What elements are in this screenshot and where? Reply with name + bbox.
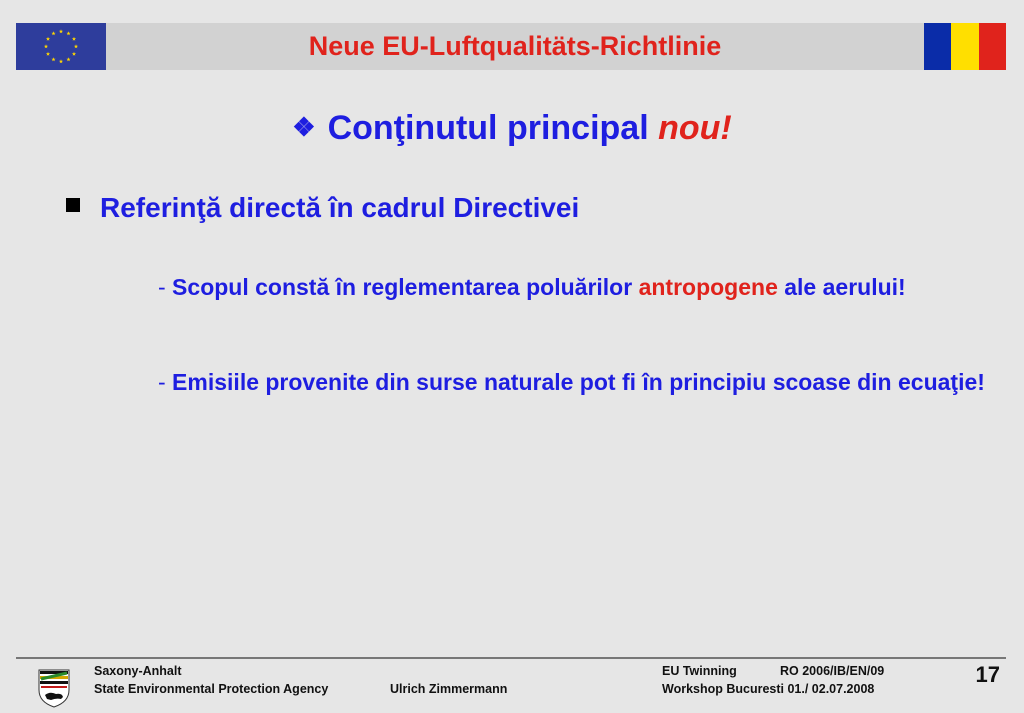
footer-organization: Saxony-Anhalt: [94, 664, 182, 678]
saxony-anhalt-coat-of-arms-icon: [36, 668, 72, 708]
sub-item-dash: -: [158, 274, 166, 300]
sub-item-1: [158, 273, 1008, 302]
sub-item-text: ale aerului!: [777, 274, 906, 300]
eu-star-icon: [59, 29, 63, 33]
sub-item-text: Scopul constă în reglementarea poluărilor: [165, 274, 639, 300]
footer-project-code: RO 2006/IB/EN/09: [780, 664, 885, 678]
ro-flag-yellow-band: [951, 23, 978, 70]
eu-flag-icon: [16, 23, 106, 70]
diamond-bullet-icon: ❖: [292, 112, 316, 142]
sub-item-text: Emisiile provenite din surse naturale pot fi în principiu scoase din ecuaţie!: [165, 369, 985, 395]
eu-star-icon: [72, 37, 76, 41]
footer-author: Ulrich Zimmermann: [390, 682, 508, 696]
sub-item-highlight: antropogene: [638, 274, 778, 300]
footer-divider: [16, 657, 1006, 659]
eu-star-icon: [44, 44, 48, 48]
footer-project: EU Twinning: [662, 664, 737, 678]
eu-star-icon: [46, 37, 50, 41]
eu-star-icon: [51, 57, 55, 61]
heading-emphasis: nou!: [658, 109, 732, 147]
slide-heading: [0, 106, 1024, 152]
eu-star-icon: [74, 44, 78, 48]
eu-star-icon: [66, 57, 70, 61]
heading-text: Conţinutul principal: [327, 109, 659, 147]
eu-star-icon: [46, 52, 50, 56]
eu-star-icon: [66, 31, 70, 35]
bullet-item: [66, 188, 579, 228]
eu-star-icon: [59, 59, 63, 63]
footer-agency: State Environmental Protection Agency: [94, 682, 329, 696]
eu-star-icon: [72, 52, 76, 56]
page-number: 17: [975, 662, 1000, 687]
footer-workshop: Workshop Bucuresti 01./ 02.07.2008: [662, 682, 875, 696]
ro-flag-blue-band: [924, 23, 951, 70]
bullet-text: Referinţă directă în cadrul Directivei: [100, 192, 580, 223]
romania-flag-icon: [924, 23, 1006, 70]
sub-item-dash: -: [158, 369, 166, 395]
sub-item-2: [158, 368, 1008, 397]
square-bullet-icon: [66, 198, 80, 212]
header-title: Neue EU-Luftqualitäts-Richtlinie: [308, 31, 722, 61]
ro-flag-red-band: [979, 23, 1006, 70]
eu-star-icon: [51, 31, 55, 35]
